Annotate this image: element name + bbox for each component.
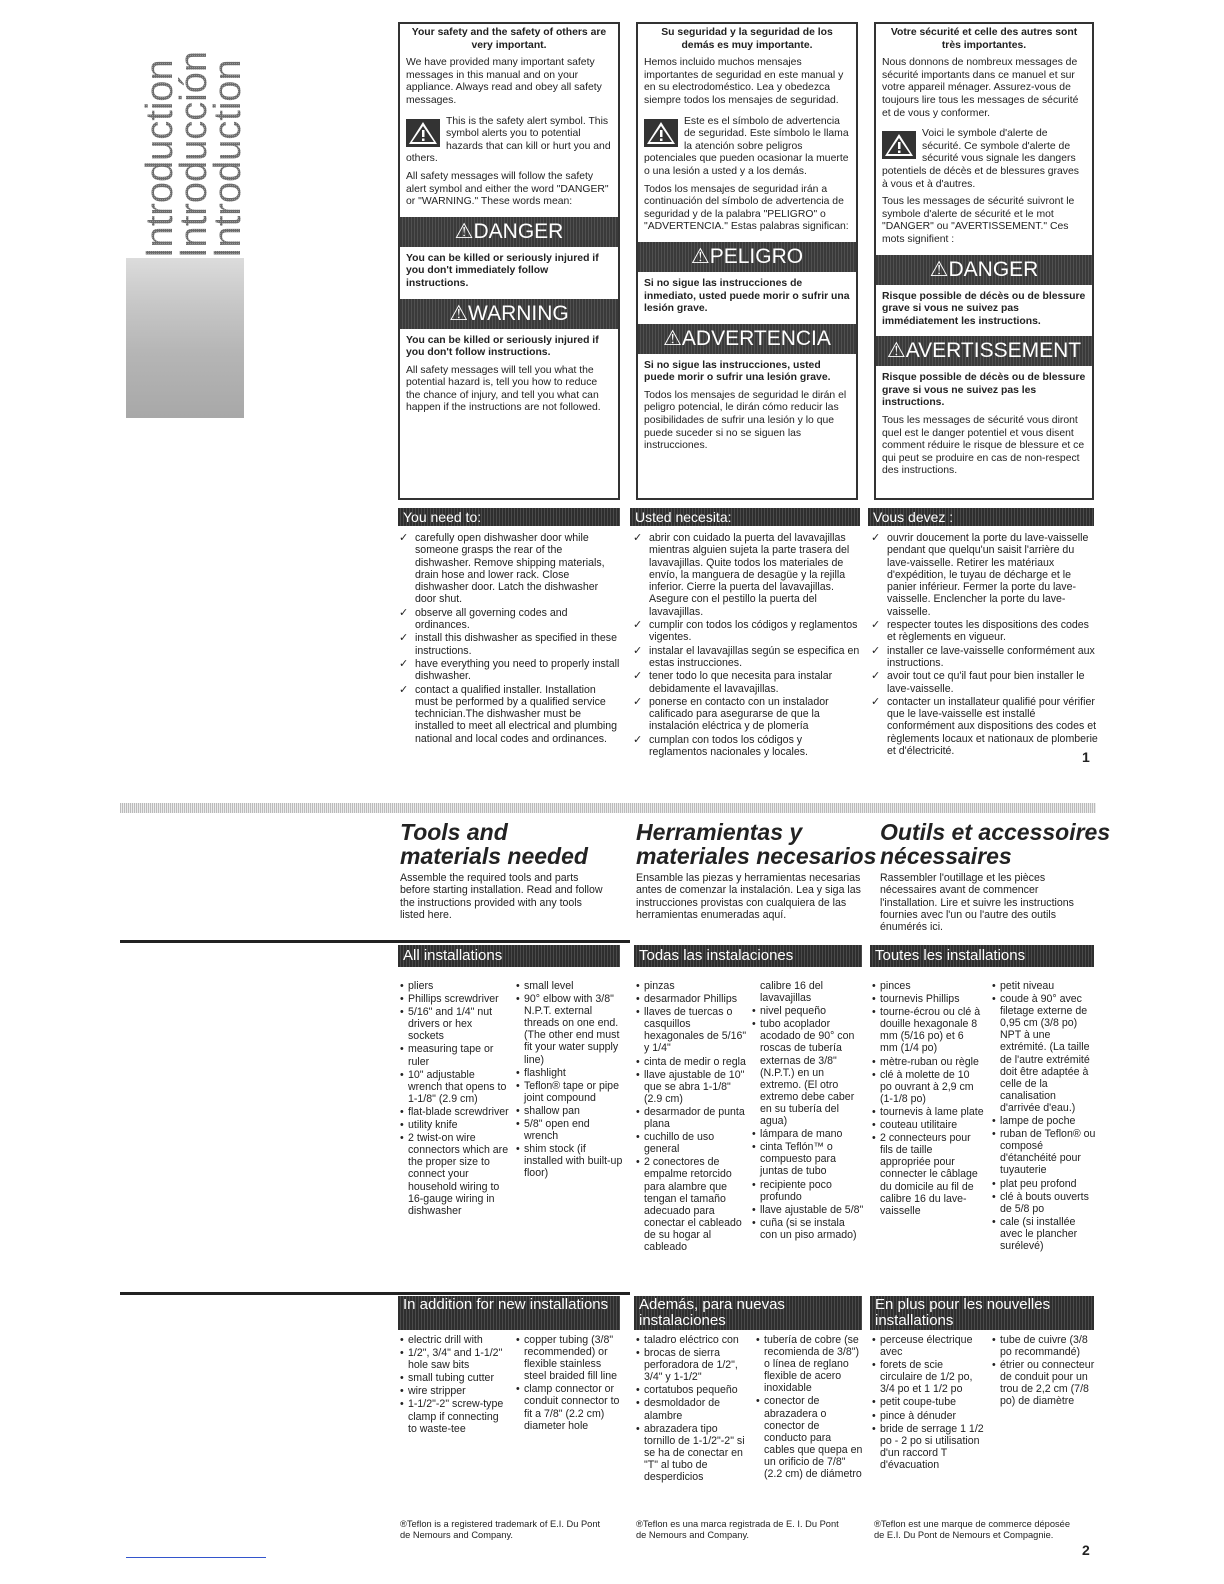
footnote-fr: ®Teflon est une marque de commerce déposée de E.I. Du Pont de Nemours et Compagnie. <box>874 1519 1070 1540</box>
tool-item: • 10" adjustable wrench that opens to 1-1/8" (2.9 cm) <box>400 1069 510 1105</box>
warning-banner: ⚠AVERTISSEMENT <box>876 336 1092 366</box>
check-icon: ✓ <box>399 683 409 696</box>
tools-intro-en: Assemble the required tools and parts before starting installation. Read and follow the instructions provided with any tools listed here. <box>400 872 603 921</box>
check-icon: ✓ <box>633 695 643 708</box>
tool-item: • pliers <box>400 980 510 992</box>
check-icon: ✓ <box>399 632 409 645</box>
need-item-text: contacter un installateur qualifié pour vérifier que le lave-vaisselle est installé conformément aux dispositions des codes et règlements locaux et nationaux de plomberie et d'électricité. <box>887 695 1098 758</box>
need-item-text: contact a qualified installer. Installation must be performed by a qualified service technician.The dishwasher must be installed to meet all electrical and plumbing national and local codes and ordinances. <box>415 683 617 745</box>
need-item-text: ponerse en contacto con un instalador calificado para asegurarse de que la instalación eléctrica y de plomería <box>649 695 829 733</box>
need-list-es <box>632 532 862 759</box>
tools-title-line: materials needed <box>400 843 588 869</box>
side-title <box>142 30 252 260</box>
tool-item: • copper tubing (3/8" recommended) or flexible stainless steel braided fill line <box>516 1334 624 1382</box>
new-installations-header-es: Además, para nuevas instalaciones <box>634 1296 862 1330</box>
new-list-fr-col1 <box>872 1334 984 1472</box>
check-icon: ✓ <box>399 532 409 544</box>
tool-item: • cortatubos pequeño <box>636 1384 748 1396</box>
tool-item: • recipiente poco profundo <box>752 1179 864 1203</box>
warning-banner: ⚠ADVERTENCIA <box>638 324 856 354</box>
tool-item: • electric drill with <box>400 1334 510 1346</box>
section-rule <box>120 1292 630 1295</box>
new-list-en-col2 <box>516 1334 624 1433</box>
tool-item: • shallow pan <box>516 1105 624 1117</box>
need-item <box>398 632 620 657</box>
side-title-fr: Introduction <box>207 59 249 258</box>
tools-title-line: nécessaires <box>880 843 1012 869</box>
safety-heading: Su seguridad y la seguridad de los demás es muy importante. <box>661 27 833 51</box>
check-icon: ✓ <box>871 695 881 708</box>
tool-item: • 5/8" open end wrench <box>516 1118 624 1142</box>
tool-item: • tourne-écrou ou clé à douille hexagonale 8 mm (5/16 po) et 6 mm (1/4 po) <box>872 1006 984 1054</box>
safety-heading: Your safety and the safety of others are very important. <box>411 27 607 51</box>
check-icon: ✓ <box>399 606 409 619</box>
need-header-fr: Vous devez : <box>868 508 1094 526</box>
tool-item: • cuña (si se instala con un piso armado) <box>752 1217 864 1241</box>
new-list-fr-col2 <box>992 1334 1096 1409</box>
all-list-es-col2 <box>752 980 864 1242</box>
need-item-text: install this dishwasher as specified in these instructions. <box>415 632 617 657</box>
tools-intro-fr: Rassembler l'outillage et les pièces nécessaires avant de commencer l'installation. Lire et suivre les instructions fournies avec l'un ou l'autre des outils énumérés ici. <box>880 872 1074 934</box>
all-list-es-col1 <box>636 980 748 1254</box>
tool-item: • étrier ou connecteur de conduit pour un trou de 2,2 cm (7/8 po) de diamètre <box>992 1359 1096 1407</box>
tool-item: • pince à dénuder <box>872 1410 984 1422</box>
need-item-text: respecter toutes les dispositions des codes et règlements en vigueur. <box>887 619 1089 644</box>
alert-text: Este es el símbolo de advertencia de seguridad. Este símbolo le llama la atención sobre peligros potenciales que pueden ocasionar la muerte o una lesión a usted y a los demás. <box>644 115 849 177</box>
warning-label: AVERTISSEMENT <box>905 339 1082 363</box>
need-item-text: tener todo lo que necesita para instalar debidamente el lavavajillas. <box>649 670 833 695</box>
warning-text: Risque possible de décès ou de blessure grave si vous ne suivez pas les instructions. <box>882 372 1086 409</box>
tool-item: • forets de scie circulaire de 1/2 po, 3/4 po et 1 1/2 po <box>872 1359 984 1395</box>
tools-title-en <box>400 820 588 868</box>
tool-item: • flashlight <box>516 1067 624 1079</box>
new-list-en-col1 <box>400 1334 510 1436</box>
safety-outro: All safety messages will tell you what the potential hazard is, tell you how to reduce the chance of injury, and tell you what can happen if the instructions are not followed. <box>406 364 601 414</box>
footnote-en: ®Teflon is a registered trademark of E.I. Du Pont de Nemours and Company. <box>400 1519 601 1540</box>
tool-item: • 2 twist-on wire connectors which are the proper size to connect your household wiring to 16-gauge wiring in dishwasher <box>400 1132 510 1217</box>
safety-words-text: Todos los mensajes de seguridad irán a continuación del símbolo de advertencia de seguridad y de la palabra "PELIGRO" o "ADVERTENCIA." Estas palabras significan: <box>644 183 849 233</box>
alert-block <box>882 128 1086 191</box>
need-item <box>632 619 862 644</box>
need-item <box>870 532 1098 618</box>
danger-label: PELIGRO <box>709 244 804 268</box>
tool-item: • wire stripper <box>400 1385 510 1397</box>
need-item <box>632 645 862 670</box>
warning-label: ADVERTENCIA <box>681 326 831 350</box>
safety-box-fr <box>874 22 1094 500</box>
tool-item: • small tubing cutter <box>400 1372 510 1384</box>
tool-item: • llaves de tuercas o casquillos hexagonales de 5/16" y 1/4" <box>636 1006 748 1054</box>
need-item-text: installer ce lave-vaisselle conformément aux instructions. <box>887 644 1095 669</box>
tool-item: • pinzas <box>636 980 748 992</box>
all-installations-header-en: All installations <box>398 945 620 967</box>
alert-text: Voici le symbole d'alerte de sécurité. Ce symbole d'alerte de sécurité vous signale les dangers potentiels de décès et de blessures graves à vous et à d'autres. <box>882 128 1079 190</box>
tool-item: • ruban de Teflon® ou composé d'étanchéité pour tuyauterie <box>992 1128 1098 1176</box>
tool-item: • utility knife <box>400 1119 510 1131</box>
tool-item: • tubo acoplador acodado de 90° con roscas de tubería externas de 3/8" (N.P.T.) en un extremo. (El otro extremo debe caber en su tubería del agua) <box>752 1018 864 1127</box>
check-icon: ✓ <box>871 532 881 544</box>
need-header-en: You need to: <box>398 508 620 526</box>
tool-item: • bride de serrage 1 1/2 po - 2 po si utilisation d'un raccord T d'évacuation <box>872 1423 984 1471</box>
tool-item: • clé à molette de 10 po ouvrant à 2,9 cm (1-1/8 po) <box>872 1069 984 1105</box>
need-item-text: abrir con cuidado la puerta del lavavajillas mientras alguien sujeta la parte trasera del lavavajillas. Quite todos los materiales de envío, la manguera de desagüe y la rejilla inferior. Cierre la puerta del lavavajillas. Asegure con el pestillo la puerta del lavavajillas. <box>649 532 850 618</box>
safety-alert-icon <box>882 131 916 159</box>
page-number-1: 1 <box>1082 749 1090 765</box>
need-item-text: have everything you need to properly install dishwasher. <box>415 657 620 683</box>
all-installations-header-es: Todas las instalaciones <box>634 945 862 967</box>
tool-item: • perceuse électrique avec <box>872 1334 984 1358</box>
need-item <box>870 670 1098 695</box>
tool-item: • Phillips screwdriver <box>400 993 510 1005</box>
safety-words-text: All safety messages will follow the safety alert symbol and either the word "DANGER" or "WARNING." These words mean: <box>406 170 609 208</box>
tool-item: • cale (si installée avec le plancher surélevé) <box>992 1216 1098 1252</box>
danger-banner: ⚠PELIGRO <box>638 242 856 272</box>
new-installations-header-fr: En plus pour les nouvelles installations <box>870 1296 1094 1330</box>
alert-block <box>644 116 850 179</box>
need-item <box>398 684 620 745</box>
need-item-text: carefully open dishwasher door while someone grasps the rear of the dishwasher. Remove shipping materials, drain hose and lower rack. Close dishwasher door. Latch the dishwasher door shut. <box>415 532 605 606</box>
safety-alert-icon <box>406 119 440 147</box>
tool-item-continued: calibre 16 del lavavajillas <box>760 980 824 1005</box>
tool-item: • shim stock (if installed with built-up floor) <box>516 1143 624 1179</box>
tool-item: • small level <box>516 980 624 992</box>
warning-text: Si no sigue las instrucciones, usted puede morir o sufrir una lesión grave. <box>644 359 831 384</box>
page-separator <box>120 803 1096 813</box>
safety-alert-icon <box>644 119 678 147</box>
tool-item: • brocas de sierra perforadora de 1/2", 3/4" y 1-1/2" <box>636 1347 748 1383</box>
check-icon: ✓ <box>399 657 409 670</box>
tool-item: • llave ajustable de 5/8" <box>752 1204 864 1216</box>
tool-item: • mètre-ruban ou règle <box>872 1056 984 1068</box>
need-item <box>398 658 620 683</box>
need-item <box>632 670 862 695</box>
danger-text: You can be killed or seriously injured if you don't immediately follow instructions. <box>406 252 599 289</box>
tools-title-line: Tools and <box>400 819 508 845</box>
alert-text: This is the safety alert symbol. This symbol alerts you to potential hazards that can kill or hurt you and others. <box>406 115 611 165</box>
all-installations-header-fr: Toutes les installations <box>870 945 1094 967</box>
need-item-text: instalar el lavavajillas según se especifica en estas instrucciones. <box>649 644 860 669</box>
tool-item: • couteau utilitaire <box>872 1119 984 1131</box>
tool-item: • petit niveau <box>992 980 1098 992</box>
link-underline <box>126 1557 266 1558</box>
need-item <box>398 532 620 606</box>
side-title-svg <box>142 30 252 260</box>
page-number-2: 2 <box>1082 1542 1090 1558</box>
check-icon: ✓ <box>871 619 881 632</box>
danger-banner: ⚠DANGER <box>876 255 1092 285</box>
tool-item: • llave ajustable de 10" que se abra 1-1/8" (2.9 cm) <box>636 1069 748 1105</box>
safety-box-en <box>398 22 620 500</box>
need-item-text: observe all governing codes and ordinances. <box>415 606 568 632</box>
tool-item: • 90° elbow with 3/8" N.P.T. external threads on one end. (The other end must fit your water supply line) <box>516 993 624 1066</box>
tool-item: • abrazadera tipo tornillo de 1-1/2"-2" si se ha de conectar en "T" al tubo de desperdicios <box>636 1423 748 1483</box>
side-band <box>126 258 244 418</box>
new-list-es-col1 <box>636 1334 748 1484</box>
tool-item: • clamp connector or conduit connector to fit a 7/8" (2.2 cm) diameter hole <box>516 1383 624 1431</box>
tool-item: • pinces <box>872 980 984 992</box>
tools-title-line: Outils et accessoires <box>880 819 1111 845</box>
tool-item: • lámpara de mano <box>752 1128 864 1140</box>
tool-item: • Teflon® tape or pipe joint compound <box>516 1080 624 1104</box>
need-item <box>632 734 862 759</box>
danger-label: DANGER <box>473 219 564 243</box>
tool-item: • 5/16" and 1/4" nut drivers or hex sockets <box>400 1006 510 1042</box>
need-item <box>398 607 620 632</box>
tool-item: • 2 connecteurs pour fils de taille appropriée pour connecter le câblage du domicile au fil de calibre 16 du lave-vaisselle <box>872 1132 984 1217</box>
safety-intro: Hemos incluido muchos mensajes importantes de seguridad en este manual y en su electrodoméstico. Lea y obedezca siempre todos los mensajes de seguridad. <box>644 57 844 106</box>
tool-item: • 2 conectores de empalme retorcido para alambre que tengan el tamaño adecuado para conectar el cableado de su hogar al cableado <box>636 1156 748 1253</box>
side-title-es: Introducción <box>173 50 215 258</box>
need-list-en <box>398 532 620 746</box>
need-item <box>870 619 1098 644</box>
check-icon: ✓ <box>871 644 881 657</box>
check-icon: ✓ <box>633 619 643 632</box>
need-item-text: avoir tout ce qu'il faut pour bien installer le lave-vaisselle. <box>887 670 1085 695</box>
need-item-text: cumplan con todos los códigos y reglamentos nacionales y locales. <box>649 733 808 759</box>
tool-item: • flat-blade screwdriver <box>400 1106 510 1118</box>
warning-text: You can be killed or seriously injured if you don't follow instructions. <box>406 334 599 359</box>
tools-title-line: Herramientas y <box>636 819 803 845</box>
danger-banner: ⚠DANGER <box>400 217 618 247</box>
alert-block <box>406 116 612 166</box>
tool-item: • nivel pequeño <box>752 1005 864 1017</box>
need-item <box>632 532 862 618</box>
tool-item: • cinta Teflón™ o compuesto para juntas de tubo <box>752 1141 864 1177</box>
tool-item: • lampe de poche <box>992 1115 1098 1127</box>
tool-item: • conector de abrazadera o conector de conducto para cables que quepa en un orificio de 7/8" (2.2 cm) de diámetro <box>756 1395 864 1480</box>
warning-banner: ⚠WARNING <box>400 299 618 329</box>
need-header-es: Usted necesita: <box>630 508 860 526</box>
tool-item: • tube de cuivre (3/8 po recommandé) <box>992 1334 1096 1358</box>
all-list-en-col2 <box>516 980 624 1181</box>
danger-text: Si no sigue las instrucciones de inmediato, usted puede morir o sufrir una lesión grave. <box>644 277 850 315</box>
tool-item: • cinta de medir o regla <box>636 1056 748 1068</box>
all-list-fr-col2 <box>992 980 1098 1253</box>
tools-title-fr <box>880 820 1110 868</box>
tool-item: • 1-1/2"-2" screw-type clamp if connecting to waste-tee <box>400 1398 510 1434</box>
safety-box-es <box>636 22 858 500</box>
need-item <box>870 696 1098 757</box>
tool-item: • clé à bouts ouverts de 5/8 po <box>992 1191 1098 1215</box>
tools-title-es <box>636 820 876 868</box>
tool-item: • tubería de cobre (se recomienda de 3/8") o línea de reglano flexible de acero inoxidable <box>756 1334 864 1394</box>
all-list-en-col1 <box>400 980 510 1218</box>
all-list-fr-col1 <box>872 980 984 1218</box>
danger-label: DANGER <box>948 257 1039 281</box>
tool-item: • tournevis à lame plate <box>872 1106 984 1118</box>
danger-text: Risque possible de décès ou de blessure grave si vous ne suivez pas immédiatement les instructions. <box>882 290 1086 327</box>
tool-item: • tournevis Phillips <box>872 993 984 1005</box>
tool-item: • desarmador Phillips <box>636 993 748 1005</box>
need-item-text: cumplir con todos los códigos y reglamentos vigentes. <box>649 619 858 644</box>
safety-heading: Votre sécurité et celle des autres sont très importantes. <box>890 27 1078 51</box>
tool-item: • plat peu profond <box>992 1178 1098 1190</box>
tool-item: • 1/2", 3/4" and 1-1/2" hole saw bits <box>400 1347 510 1371</box>
need-item-text: ouvrir doucement la porte du lave-vaisselle pendant que quelqu'un saisit l'arrière du lave-vaisselle. Retirer les matériaux d'expédition, le tuyau de décharge et le panier inférieur. Fermer la porte du lave-vaisselle. Enclencher la porte du lave-vaisselle. <box>887 532 1089 618</box>
tools-intro-es: Ensamble las piezas y herramientas necesarias antes de comenzar la instalación. Lea y siga las instrucciones provistas con cualquiera de las herramientas enumeradas aquí. <box>636 872 861 921</box>
safety-intro: We have provided many important safety messages in this manual and on your appliance. Always read and obey all safety messages. <box>406 57 602 106</box>
need-item <box>870 645 1098 670</box>
side-title-en: Introduction <box>142 59 181 258</box>
need-list-fr <box>870 532 1098 758</box>
safety-outro: Tous les messages de sécurité vous diront quel est le danger potentiel et vous disent comment réduire le risque de blessure et ce qui peut se produire en cas de non-respect des instructions. <box>882 415 1085 477</box>
section-rule <box>120 940 630 943</box>
tool-item: • petit coupe-tube <box>872 1396 984 1408</box>
new-installations-header-en: In addition for new installations <box>398 1296 620 1330</box>
check-icon: ✓ <box>633 670 643 683</box>
tool-item: • desarmador de punta plana <box>636 1106 748 1130</box>
tool-item: • coude à 90° avec filetage externe de 0,95 cm (3/8 po) NPT à une extrémité. (La taille de l'autre extrémité doit être adaptée à celle de la canalisation d'arrivée d'eau.) <box>992 993 1098 1114</box>
tool-item: • desmoldador de alambre <box>636 1397 748 1421</box>
check-icon: ✓ <box>633 532 643 544</box>
check-icon: ✓ <box>871 670 881 683</box>
need-item <box>632 696 862 733</box>
safety-outro: Todos los mensajes de seguridad le dirán el peligro potencial, le dirán cómo reducir las posibilidades de sufrir una lesión y lo que puede suceder si no se siguen las instrucciones. <box>644 389 847 452</box>
safety-intro: Nous donnons de nombreux messages de sécurité importants dans ce manuel et sur votre appareil ménager. Assurez-vous de toujours lire tous les messages de sécurité et de vous y conformer. <box>882 57 1079 119</box>
tools-title-line: materiales necesarios <box>636 843 877 869</box>
tool-item: • cuchillo de uso general <box>636 1131 748 1155</box>
footnote-es: ®Teflon es una marca registrada de E. I. Du Pont de Nemours and Company. <box>636 1519 839 1540</box>
safety-words-text: Tous les messages de sécurité suivront le symbole d'alerte de sécurité et le mot "DANGER" ou "AVERTISSEMENT." Ces mots signifient : <box>882 196 1075 245</box>
new-list-es-col2 <box>756 1334 864 1481</box>
check-icon: ✓ <box>633 644 643 657</box>
warning-label: WARNING <box>468 301 569 325</box>
tool-item: • taladro eléctrico con <box>636 1334 748 1346</box>
tool-item: • measuring tape or ruler <box>400 1043 510 1067</box>
check-icon: ✓ <box>633 733 643 746</box>
